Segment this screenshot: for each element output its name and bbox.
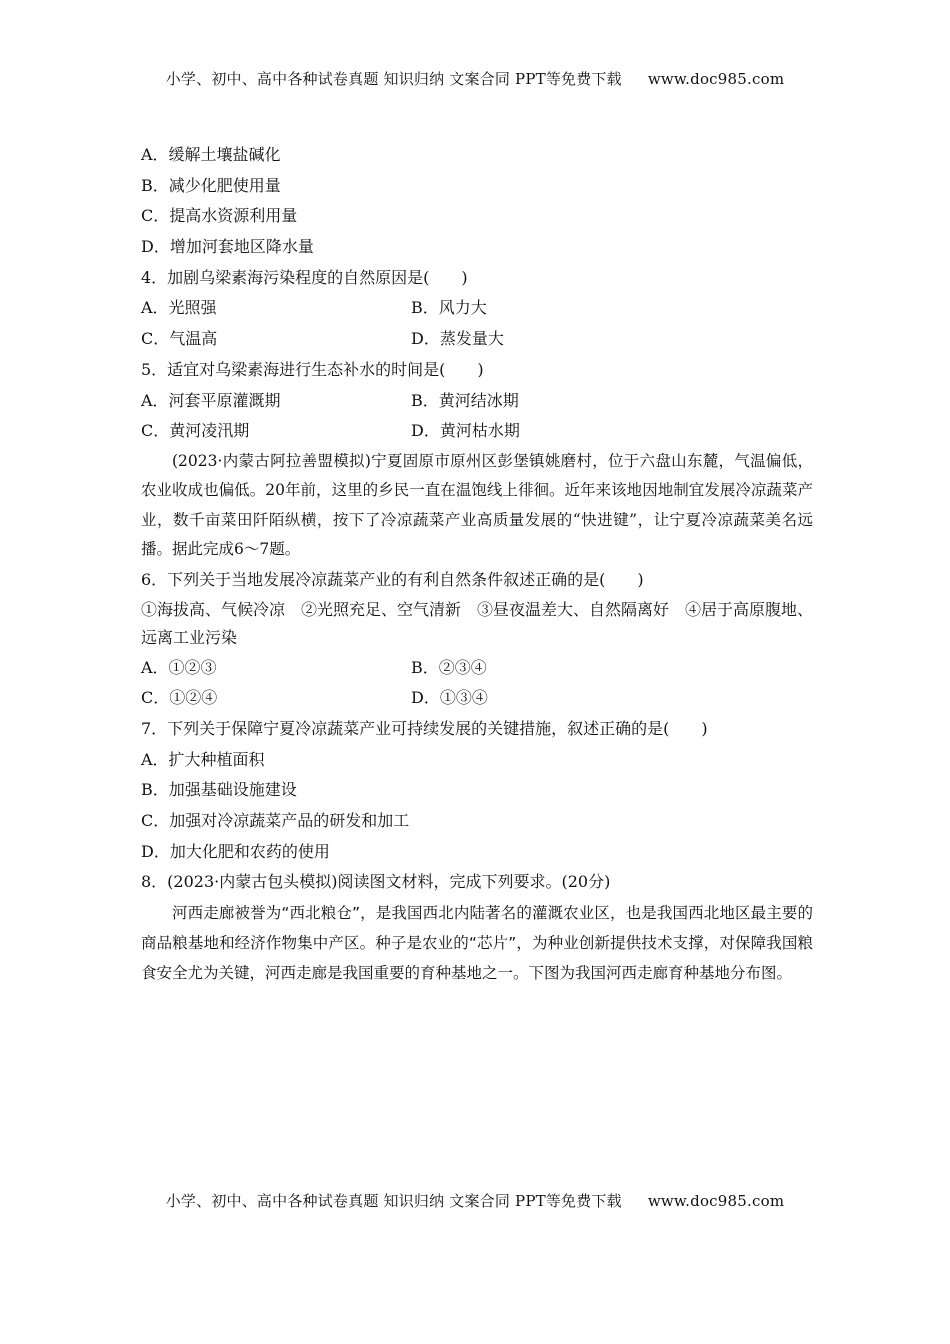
q4-option-c: C．气温高: [141, 329, 218, 349]
q5-option-b: B．黄河结冰期: [411, 390, 519, 410]
q6-option-c: C．①②④: [141, 688, 218, 708]
q4-options-row-1: [141, 293, 813, 324]
exam-content: [141, 140, 813, 988]
q8-stem: 8．(2023·内蒙古包头模拟)阅读图文材料，完成下列要求。(20分): [141, 872, 611, 892]
page-header: [0, 68, 950, 89]
header-text: 小学、初中、高中各种试卷真题 知识归纳 文案合同 PPT等免费下载: [165, 70, 622, 88]
q6-items: ①海拔高、气候冷凉 ②光照充足、空气清新 ③昼夜温差大、自然隔离好 ④居于高原腹地、远离工业污染: [141, 599, 814, 648]
q5-option-d: D．黄河枯水期: [411, 421, 520, 441]
material-6-7: (2023·内蒙古阿拉善盟模拟)宁夏固原市原州区彭堡镇姚磨村，位于六盘山东麓，气温偏低，农业收成也偏低。20年前，这里的乡民一直在温饱线上徘徊。近年来该地因地制宜发展冷凉蔬菜产业，数千亩菜田阡陌纵横，按下了冷凉蔬菜产业高质量发展的“快进键”，让宁夏冷凉蔬菜美名远播。据此完成6～7题。: [141, 451, 813, 559]
q5-options-row-2: [141, 416, 813, 447]
q4-option-a: A．光照强: [141, 298, 217, 318]
q6-stem: 6．下列关于当地发展冷凉蔬菜产业的有利自然条件叙述正确的是( ): [141, 569, 644, 589]
q6-options-row-2: [141, 683, 813, 714]
q7-option-b: B．加强基础设施建设: [141, 780, 297, 800]
q5-option-a: A．河套平原灌溉期: [141, 390, 281, 410]
footer-text: 小学、初中、高中各种试卷真题 知识归纳 文案合同 PPT等免费下载: [165, 1192, 622, 1210]
q6-options-row-1: [141, 653, 813, 684]
page-footer: [0, 1190, 950, 1211]
q6-option-a: A．①②③: [141, 657, 217, 677]
q3-option-b: B．减少化肥使用量: [141, 175, 281, 195]
footer-url: www.doc985.com: [647, 1192, 785, 1210]
q7-option-c: C．加强对冷凉蔬菜产品的研发和加工: [141, 811, 410, 830]
q6-option-d: D．①③④: [411, 688, 488, 708]
q4-options-row-2: [141, 324, 813, 355]
q3-option-a: A．缓解土壤盐碱化: [141, 145, 281, 164]
q4-option-b: B．风力大: [411, 298, 487, 318]
q7-option-a: A．扩大种植面积: [141, 749, 265, 769]
q3-option-c: C．提高水资源利用量: [141, 206, 298, 226]
q5-options-row-1: [141, 386, 813, 417]
q3-option-d: D．增加河套地区降水量: [141, 237, 314, 257]
header-url: www.doc985.com: [647, 70, 785, 88]
q7-stem: 7．下列关于保障宁夏冷凉蔬菜产业可持续发展的关键措施，叙述正确的是( ): [141, 718, 708, 738]
q6-option-b: B．②③④: [411, 657, 487, 677]
q5-stem: 5．适宜对乌梁素海进行生态补水的时间是( ): [141, 359, 484, 379]
q4-stem: 4．加剧乌梁素海污染程度的自然原因是( ): [141, 267, 468, 287]
q4-option-d: D．蒸发量大: [411, 329, 504, 349]
q7-option-d: D．加大化肥和农药的使用: [141, 841, 330, 861]
q8-material: 河西走廊被誉为“西北粮仓”，是我国西北内陆著名的灌溉农业区，也是我国西北地区最主要的商品粮基地和经济作物集中产区。种子是农业的“芯片”，为种业创新提供技术支撑，对保障我国粮食安全尤为关键，河西走廊是我国重要的育种基地之一。下图为我国河西走廊育种基地分布图。: [141, 904, 813, 983]
q5-option-c: C．黄河凌汛期: [141, 421, 250, 441]
